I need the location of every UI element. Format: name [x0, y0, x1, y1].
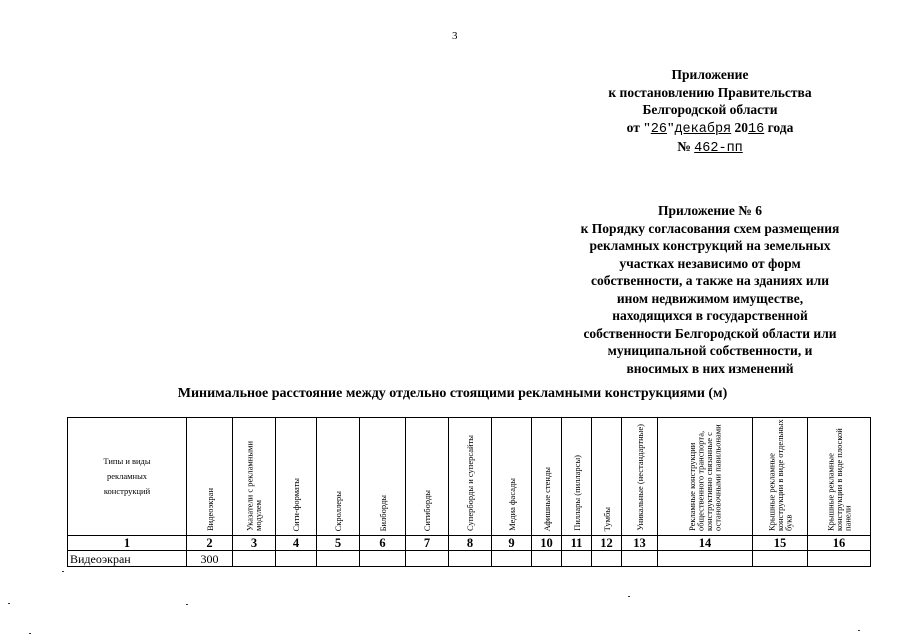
- column-number: 4: [276, 536, 317, 551]
- header-col-4: [276, 418, 317, 536]
- column-number: 3: [233, 536, 276, 551]
- attachment-line2: к постановлению Правительства: [608, 84, 812, 100]
- header-label: Рекламные конструкции общественного транспорта, конструктивно связанные с остановочными павильонами: [687, 424, 723, 531]
- table-row: [68, 551, 871, 567]
- appendix-header: [540, 202, 880, 377]
- table-cell: [592, 551, 622, 567]
- table-cell: [562, 551, 592, 567]
- header-col-3: [233, 418, 276, 536]
- table-cell: [622, 551, 658, 567]
- header-label: Афишные стенды: [541, 466, 552, 531]
- column-number: 10: [532, 536, 562, 551]
- attachment-header: [560, 66, 860, 158]
- column-number: 7: [406, 536, 449, 551]
- header-col-16: [808, 418, 871, 536]
- scan-speck: [29, 633, 31, 634]
- table-cell: [753, 551, 808, 567]
- column-number: 9: [492, 536, 532, 551]
- header-label: Ситиборды: [421, 489, 432, 531]
- table-cell: [406, 551, 449, 567]
- scan-speck: [8, 603, 10, 604]
- table-title: Минимальное расстояние между отдельно стоящими рекламными конструкциями (м): [177, 386, 728, 401]
- date-tail: года: [764, 119, 794, 135]
- table-cell: 300: [187, 551, 233, 567]
- column-number: 13: [622, 536, 658, 551]
- header-label: Скроллеры: [332, 490, 343, 531]
- column-number: 1: [68, 536, 187, 551]
- header-label: Уникальные (нестандартные): [634, 424, 645, 531]
- header-types-line: Типы и виды: [103, 456, 151, 466]
- header-col-11: [562, 418, 592, 536]
- column-number: 14: [658, 536, 753, 551]
- column-number: 5: [317, 536, 360, 551]
- column-number: 12: [592, 536, 622, 551]
- attachment-title: Приложение: [671, 67, 749, 82]
- column-number: 15: [753, 536, 808, 551]
- table-cell: [276, 551, 317, 567]
- table-cell: [317, 551, 360, 567]
- appendix-line: рекламных конструкций на земельных: [589, 238, 831, 253]
- header-col-15: [753, 418, 808, 536]
- header-label: Крышные рекламные конструкции в виде отдельных букв: [766, 419, 794, 531]
- table-cell: [658, 551, 753, 567]
- table-cell: [449, 551, 492, 567]
- date-month: декабря: [674, 121, 732, 137]
- scan-speck: [186, 604, 188, 605]
- appendix-line: ином недвижимом имуществе,: [616, 290, 804, 306]
- table-cell: [233, 551, 276, 567]
- header-types-line: рекламных: [106, 471, 148, 481]
- column-number: 6: [360, 536, 406, 551]
- number-value: 462-пп: [694, 141, 743, 156]
- header-label: Тумбы: [601, 506, 612, 531]
- header-col-14: [658, 418, 753, 536]
- appendix-line: к Порядку согласования схем размещения: [580, 220, 840, 236]
- table-cell: [808, 551, 871, 567]
- appendix-line: муниципальной собственности, и: [607, 343, 813, 358]
- column-number: 8: [449, 536, 492, 551]
- header-label: Билборды: [377, 494, 388, 531]
- attachment-number: [560, 138, 860, 158]
- header-label: Крышные рекламные конструкции в виде плоской панели: [825, 428, 853, 531]
- header-label: Сити-форматы: [290, 477, 301, 531]
- header-col-6: [360, 418, 406, 536]
- header-col-13: [622, 418, 658, 536]
- attachment-date: [560, 119, 860, 139]
- column-number: 11: [562, 536, 592, 551]
- header-col-8: [449, 418, 492, 536]
- header-label: Суперборды и суперсайты: [464, 435, 475, 531]
- header-types: [68, 418, 187, 536]
- date-prefix: от ": [626, 119, 651, 135]
- column-number: 16: [808, 536, 871, 551]
- date-year-suffix: 16: [748, 121, 765, 137]
- scan-speck: [858, 630, 860, 631]
- date-mid: ": [666, 119, 675, 135]
- table-header-row: [68, 418, 871, 536]
- number-prefix: №: [677, 139, 695, 154]
- appendix-line: собственности Белгородской области или: [583, 325, 837, 341]
- header-label: Указатели с рекламными модулем: [244, 441, 263, 531]
- date-year-prefix: 20: [731, 119, 749, 135]
- header-col-2: [187, 418, 233, 536]
- appendix-line: находящихся в государственной: [612, 308, 808, 323]
- header-col-7: [406, 418, 449, 536]
- column-number: 2: [187, 536, 233, 551]
- page-number: 3: [452, 30, 458, 42]
- header-label: Пиллары (пилларсы): [571, 455, 582, 531]
- header-col-10: [532, 418, 562, 536]
- appendix-line: собственности, а также на зданиях или: [590, 273, 830, 288]
- appendix-line: участках независимо от форм: [619, 255, 801, 271]
- header-label: Медиа фасады: [506, 478, 517, 531]
- distance-table: [67, 417, 871, 567]
- table-cell: [532, 551, 562, 567]
- scan-speck: [628, 596, 630, 597]
- header-col-12: [592, 418, 622, 536]
- table-cell: [492, 551, 532, 567]
- header-types-line: конструкций: [103, 486, 151, 496]
- table-cell: [360, 551, 406, 567]
- scan-speck: [62, 571, 64, 572]
- column-number-row: [68, 536, 871, 551]
- date-day: 26: [650, 121, 667, 137]
- header-label: Видеоэкран: [204, 487, 215, 531]
- appendix-line: Приложение № 6: [658, 203, 762, 218]
- header-col-5: [317, 418, 360, 536]
- attachment-line3: Белгородской области: [642, 102, 778, 117]
- row-label: Видеоэкран: [68, 551, 187, 567]
- appendix-line: вносимых в них изменений: [626, 360, 794, 376]
- header-col-9: [492, 418, 532, 536]
